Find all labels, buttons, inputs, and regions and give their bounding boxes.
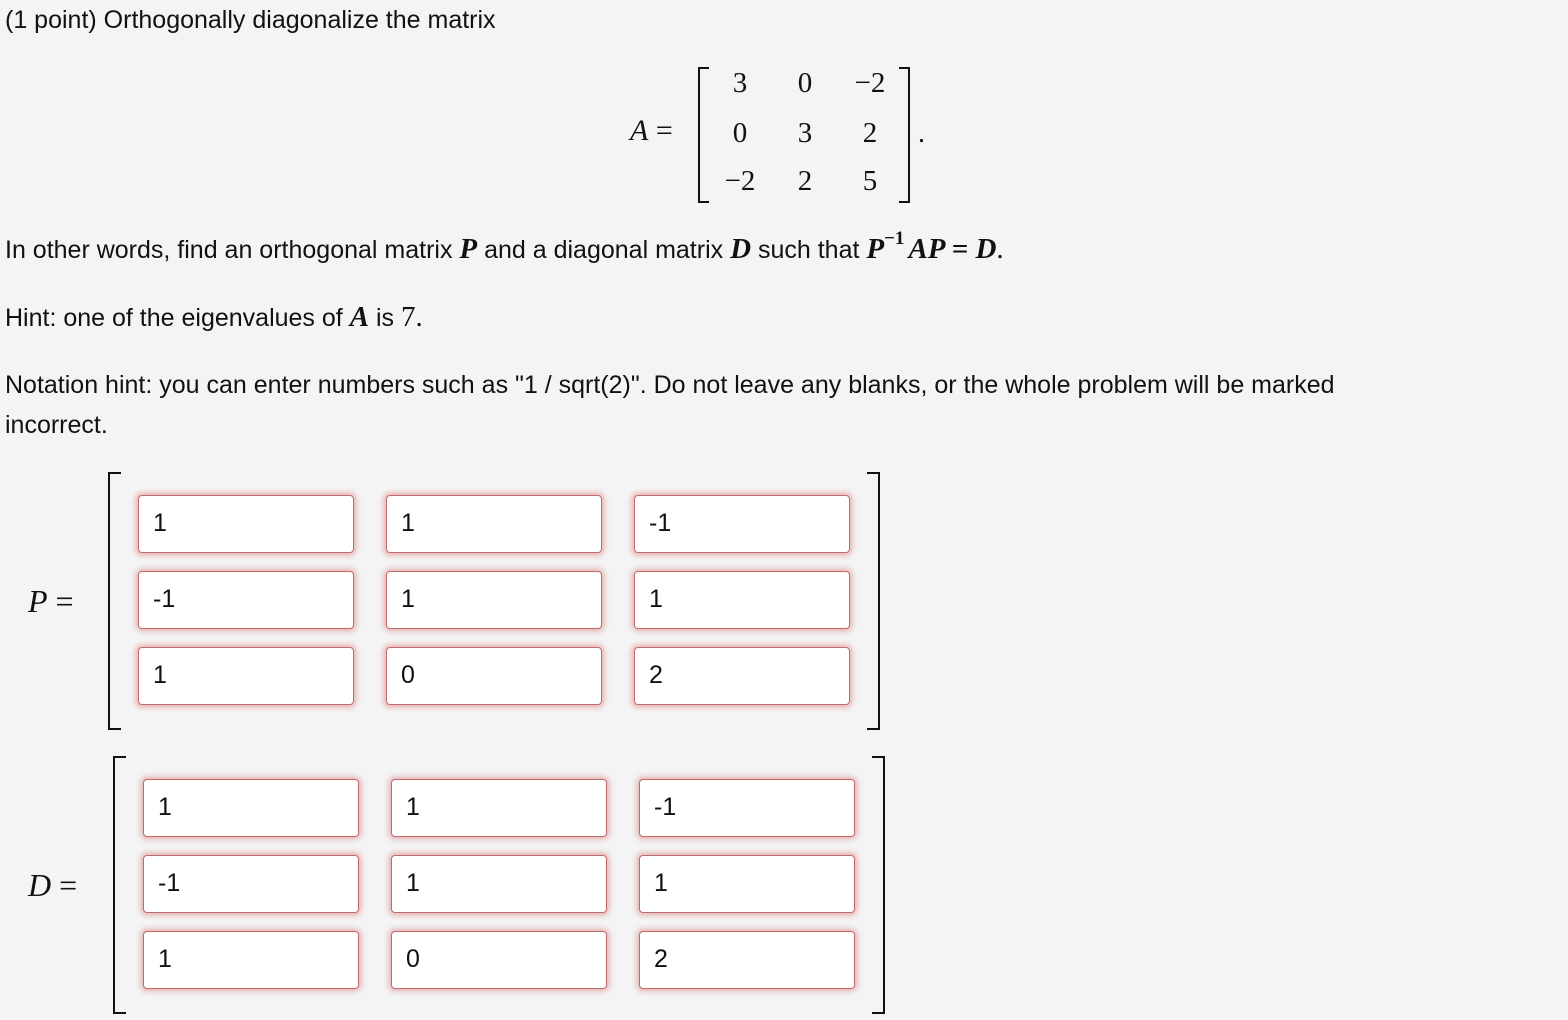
matrix-p-right-bracket xyxy=(867,472,880,730)
matrix-p-input[interactable]: 1 xyxy=(634,571,850,629)
matrix-p-input[interactable]: 2 xyxy=(634,647,850,705)
var-p: P xyxy=(459,233,478,265)
matrix-a-cell: −2 xyxy=(724,165,756,197)
matrix-d-left-bracket xyxy=(113,756,126,1014)
matrix-a-cell: 2 xyxy=(797,165,813,197)
matrix-p-input[interactable]: -1 xyxy=(138,571,354,629)
matrix-a-cell: 3 xyxy=(797,117,813,149)
matrix-d-input[interactable]: -1 xyxy=(143,855,359,913)
matrix-d-input[interactable]: 1 xyxy=(143,779,359,837)
matrix-d-input[interactable]: 1 xyxy=(639,855,855,913)
matrix-a-right-bracket xyxy=(899,67,910,203)
matrix-d-input[interactable]: 1 xyxy=(143,931,359,989)
matrix-p-left-bracket xyxy=(108,472,121,730)
notation-hint-line2: incorrect. xyxy=(5,411,108,439)
matrix-a-left-bracket xyxy=(698,67,709,203)
var-a: A xyxy=(349,301,370,333)
matrix-a-label: A = xyxy=(630,114,673,147)
var-d: D xyxy=(730,233,752,265)
matrix-p-label: P = xyxy=(28,583,74,619)
matrix-d-input[interactable]: -1 xyxy=(639,779,855,837)
matrix-a-cell: 0 xyxy=(797,67,813,99)
matrix-a-cell: 5 xyxy=(862,165,878,197)
matrix-d-input[interactable]: 2 xyxy=(639,931,855,989)
matrix-d-input[interactable]: 1 xyxy=(391,779,607,837)
matrix-a-cell: 2 xyxy=(862,117,878,149)
formula-rest: AP = D xyxy=(908,233,997,265)
matrix-a-cell: −2 xyxy=(854,67,886,99)
matrix-a-cell: 3 xyxy=(732,67,748,99)
instruction-text: In other words, find an orthogonal matrix P and a diagonal matrix D such that $P^{-1}$ AP = D. xyxy=(5,228,1004,265)
matrix-a-period: . xyxy=(918,118,925,149)
matrix-d-label: D = xyxy=(28,867,78,903)
points-label: (1 point) xyxy=(5,6,97,34)
matrix-p-input[interactable]: 1 xyxy=(138,495,354,553)
notation-hint-line1: Notation hint: you can enter numbers such as "1 / sqrt(2)". Do not leave any blanks, or the whole problem will be marked xyxy=(5,371,1335,399)
formula-exponent: −1 xyxy=(884,228,905,249)
matrix-d-right-bracket xyxy=(872,756,885,1014)
matrix-d-input[interactable]: 1 xyxy=(391,855,607,913)
intro-text: Orthogonally diagonalize the matrix xyxy=(103,6,496,34)
matrix-p-input[interactable]: 0 xyxy=(386,647,602,705)
matrix-p-input[interactable]: 1 xyxy=(386,495,602,553)
eigenvalue: 7 xyxy=(400,301,416,333)
matrix-p-input[interactable]: 1 xyxy=(386,571,602,629)
eigenvalue-hint: Hint: one of the eigenvalues of A is 7. xyxy=(5,301,423,333)
matrix-p-input[interactable]: -1 xyxy=(634,495,850,553)
formula-p: P xyxy=(866,233,885,265)
matrix-p-input[interactable]: 1 xyxy=(138,647,354,705)
matrix-a-cell: 0 xyxy=(732,117,748,149)
problem-intro xyxy=(5,0,496,40)
matrix-d-input[interactable]: 0 xyxy=(391,931,607,989)
